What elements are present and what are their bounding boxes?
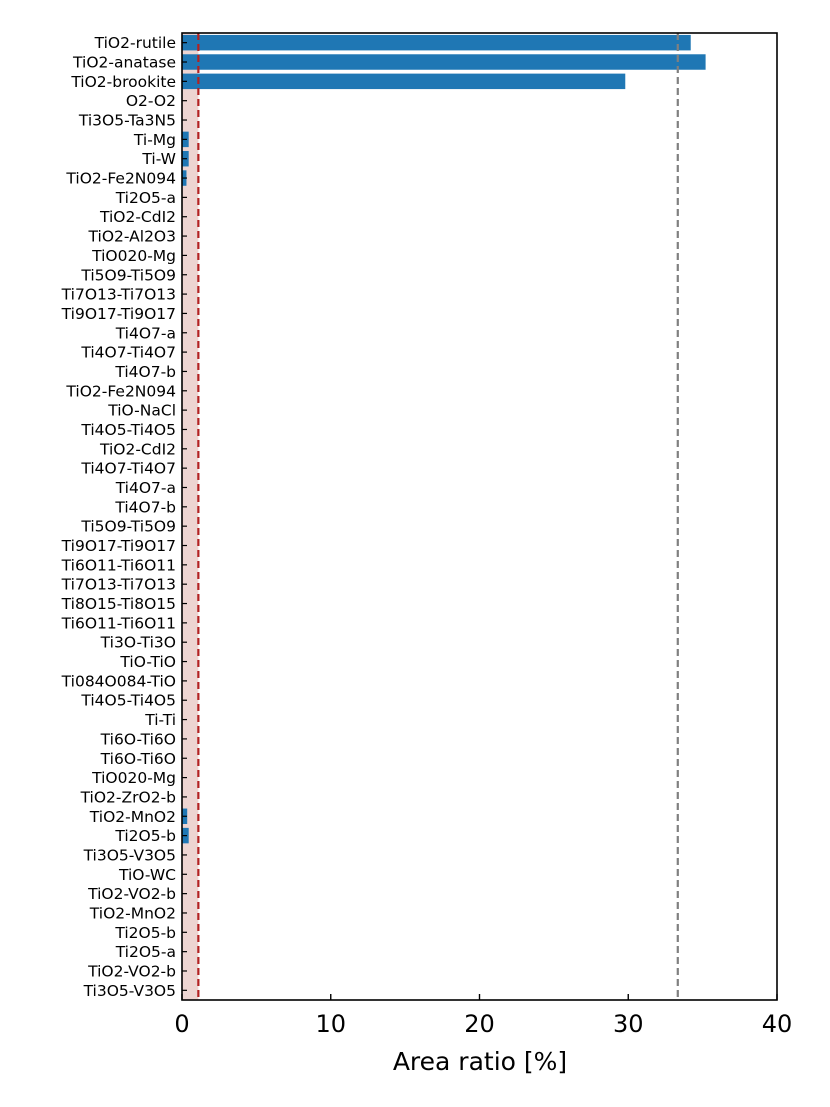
x-tick-label: 10 — [315, 1010, 347, 1038]
y-tick-label: TiO020-Mg — [92, 769, 176, 788]
y-tick-label: Ti9O17-Ti9O17 — [61, 304, 176, 323]
y-tick-label: Ti4O5-Ti4O5 — [81, 691, 176, 710]
x-tick-label: 30 — [612, 1010, 644, 1038]
y-tick-label: Ti-Mg — [133, 130, 176, 149]
bar — [182, 35, 691, 50]
y-tick-label: TiO-NaCl — [108, 401, 176, 420]
y-tick-label: TiO2-brookite — [71, 72, 176, 91]
y-tick-label: Ti084O084-TiO — [61, 672, 176, 691]
y-tick-label: Ti8O15-Ti8O15 — [61, 595, 176, 614]
y-tick-label: Ti6O-Ti6O — [100, 730, 176, 749]
y-tick-label: Ti2O5-b — [115, 827, 176, 846]
y-tick-label: Ti2O5-b — [115, 923, 176, 942]
y-tick-label: TiO-TiO — [120, 653, 176, 672]
y-tick-label: TiO-WC — [118, 865, 176, 884]
bar — [182, 74, 625, 89]
bar — [182, 54, 706, 69]
y-tick-label: TiO2-MnO2 — [89, 807, 176, 826]
x-tick-label: 20 — [464, 1010, 495, 1038]
y-tick-label: Ti2O5-a — [115, 943, 176, 962]
y-tick-label: Ti6O11-Ti6O11 — [61, 556, 176, 575]
y-tick-label: Ti6O11-Ti6O11 — [61, 614, 176, 633]
y-tick-label: TiO2-VO2-b — [88, 885, 176, 904]
y-tick-label: Ti2O5-a — [115, 188, 176, 207]
y-tick-label: TiO2-rutile — [94, 34, 176, 53]
y-tick-label: TiO020-Mg — [92, 246, 176, 265]
y-tick-label: TiO2-MnO2 — [89, 904, 176, 923]
x-tick-label: 40 — [761, 1010, 793, 1038]
y-tick-label: Ti-W — [142, 150, 176, 169]
y-tick-label: Ti3O-Ti3O — [100, 633, 176, 652]
y-tick-label: Ti9O17-Ti9O17 — [61, 537, 176, 556]
y-tick-label: Ti3O5-V3O5 — [83, 981, 176, 1000]
y-tick-label: Ti4O7-Ti4O7 — [81, 459, 176, 478]
y-tick-label: O2-O2 — [125, 92, 176, 111]
y-tick-label: Ti-Ti — [145, 711, 176, 730]
y-tick-label: Ti4O7-b — [115, 498, 176, 517]
y-tick-label: TiO2-CdI2 — [99, 208, 176, 227]
y-tick-label: Ti3O5-Ta3N5 — [78, 111, 176, 130]
y-tick-label: Ti3O5-V3O5 — [83, 846, 176, 865]
y-tick-label: TiO2-Fe2N094 — [66, 169, 176, 188]
x-tick-label: 0 — [174, 1010, 190, 1038]
y-tick-label: Ti4O7-a — [115, 478, 176, 497]
y-tick-label: Ti4O7-Ti4O7 — [81, 343, 176, 362]
y-tick-label: TiO2-VO2-b — [88, 962, 176, 981]
y-tick-label: Ti6O-Ti6O — [100, 749, 176, 768]
y-tick-label: TiO2-CdI2 — [99, 440, 176, 459]
y-tick-label: Ti7O13-Ti7O13 — [61, 575, 176, 594]
y-tick-label: Ti5O9-Ti5O9 — [81, 517, 176, 536]
y-tick-label: TiO2-ZrO2-b — [80, 788, 176, 807]
x-axis-title: Area ratio [%] — [392, 1047, 568, 1076]
y-tick-label: Ti5O9-Ti5O9 — [81, 266, 176, 285]
y-tick-label: Ti4O7-a — [115, 324, 176, 343]
y-tick-label: Ti7O13-Ti7O13 — [61, 285, 176, 304]
y-tick-label: TiO2-Al2O3 — [88, 227, 176, 246]
y-tick-label: Ti4O5-Ti4O5 — [81, 420, 176, 439]
y-tick-label: Ti4O7-b — [115, 362, 176, 381]
y-tick-label: TiO2-anatase — [73, 53, 176, 72]
y-tick-label: TiO2-Fe2N094 — [66, 382, 176, 401]
